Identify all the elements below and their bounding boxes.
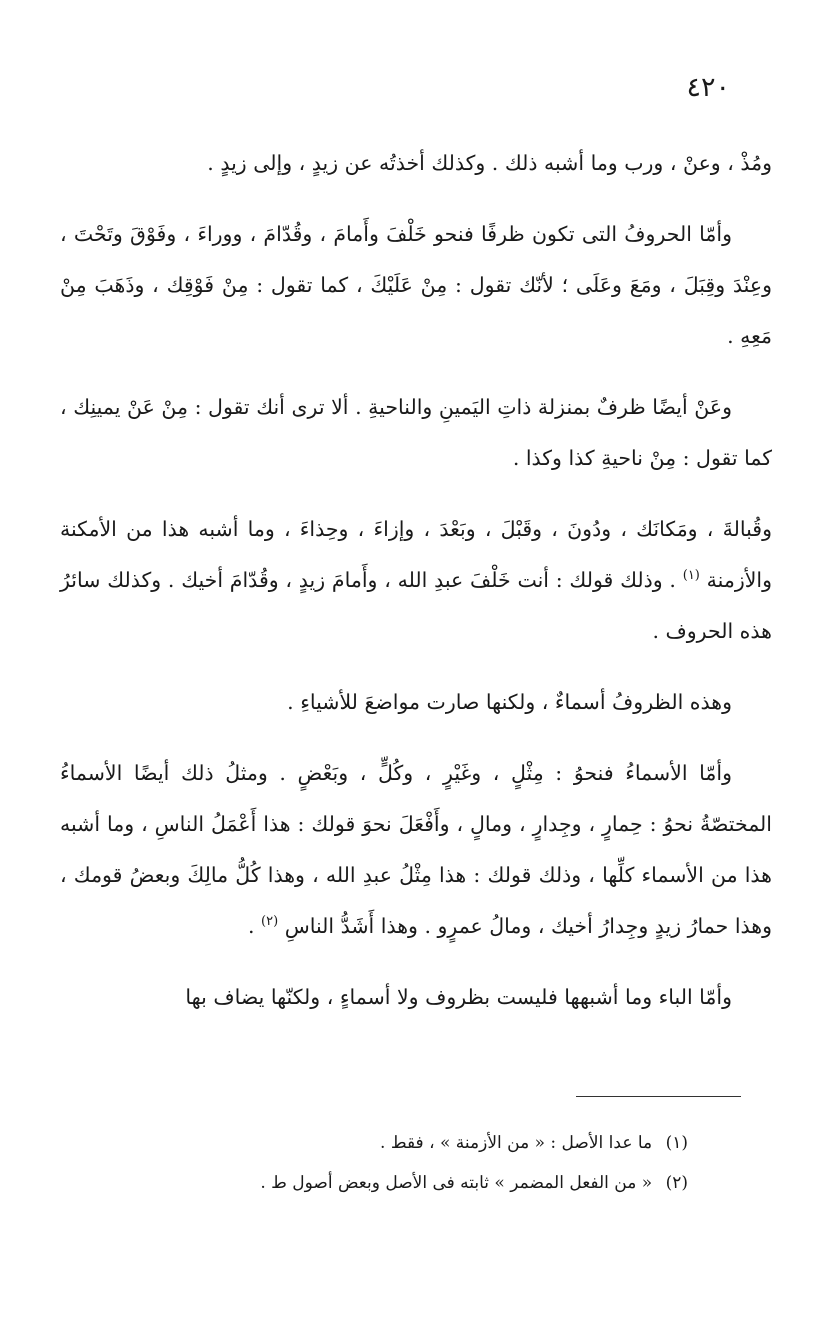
footnote-1 <box>88 1123 688 1163</box>
paragraph-3 <box>60 382 772 484</box>
page-number: ٤٢٠ <box>686 72 730 103</box>
paragraph-1 <box>60 138 772 189</box>
paragraph-text: . وذلك قولك : أنت خَلْفَ عبدِ الله ، وأَمامَ زيدٍ ، وقُدّامَ أخيك . وكذلك سائرُ هذه الحروف . <box>60 568 772 643</box>
main-text <box>60 138 772 1043</box>
paragraph-text: ومُذْ ، وعنْ ، ورب وما أشبه ذلك . وكذلك أخذتُه عن زيدٍ ، وإلى زيدٍ . <box>207 151 772 175</box>
footnote-divider <box>576 1096 741 1097</box>
footnote-number: (٢) <box>665 1173 688 1193</box>
paragraph-2 <box>60 209 772 362</box>
footnote-text: ما عدا الأصل : « من الأزمنة » ، فقط . <box>380 1133 653 1153</box>
paragraph-7 <box>60 972 772 1023</box>
paragraph-text: وعَنْ أيضًا ظرفٌ بمنزلة ذاتِ اليَمينِ والناحيةِ . ألا ترى أنك تقول : مِنْ عَنْ يمينِك ، كما تقول : مِنْ ناحيةِ كذا وكذا . <box>60 395 772 470</box>
paragraph-text: . <box>247 914 255 938</box>
footnote-text: « من الفعل المضمر » ثابته فى الأصل وبعض أصول ط . <box>260 1173 653 1193</box>
paragraph-5 <box>60 677 772 728</box>
footnote-reference-2: (٢) <box>261 914 279 930</box>
footnote-reference-1: (١) <box>682 568 700 584</box>
paragraph-text: وأمّا الأسماءُ فنحوُ : مِثْلٍ ، وغَيْرٍ ، وكُلٍّ ، وبَعْضٍ . ومثلُ ذلك أيضًا الأسماءُ المختصّةُ نحوُ : حِمارٍ ، وجِدارٍ ، ومالٍ ، وأَفْعَلَ نحوَ قولك : هذا أَعْمَلُ الناسِ ، وما أشبه هذا من الأسماء كلِّها ، وذلك قولك : هذا مِثْلُ عبدِ الله ، وهذا كُلُّ مالِكَ وبعضُ قومك ، وهذا حمارُ زيدٍ وجِدارُ أخيك ، ومالُ عمرٍو . وهذا أَشَدُّ الناسِ <box>60 761 772 938</box>
footnote-number: (١) <box>665 1133 688 1153</box>
paragraph-6 <box>60 748 772 952</box>
paragraph-text: وهذه الظروفُ أسماءٌ ، ولكنها صارت مواضعَ للأشياءِ . <box>287 690 732 714</box>
footnotes <box>88 1123 688 1203</box>
paragraph-4 <box>60 504 772 657</box>
paragraph-text: وأمّا الحروفُ التى تكون ظرفًا فنحو خَلْفَ وأَمامَ ، وقُدّامَ ، ووراءَ ، وفَوْقَ وتَحْتَ ، وعِنْدَ وقِبَلَ ، ومَعَ وعَلَى ؛ لأنّك تقول : مِنْ عَلَيْكَ ، كما تقول : مِنْ فَوْقِك ، وذَهَبَ مِنْ مَعِهِ . <box>60 222 772 348</box>
footnote-2 <box>88 1163 688 1203</box>
paragraph-text: وأمّا الباء وما أشبهها فليست بظروف ولا أسماءٍ ، ولكنّها يضاف بها <box>185 985 732 1009</box>
paragraph-text: وقُبالةَ ، ومَكانَك ، ودُونَ ، وقَبْلَ ، وبَعْدَ ، وإزاءَ ، وحِذاءَ ، وما أشبه هذا من الأمكنة والأزمنة <box>60 517 772 592</box>
